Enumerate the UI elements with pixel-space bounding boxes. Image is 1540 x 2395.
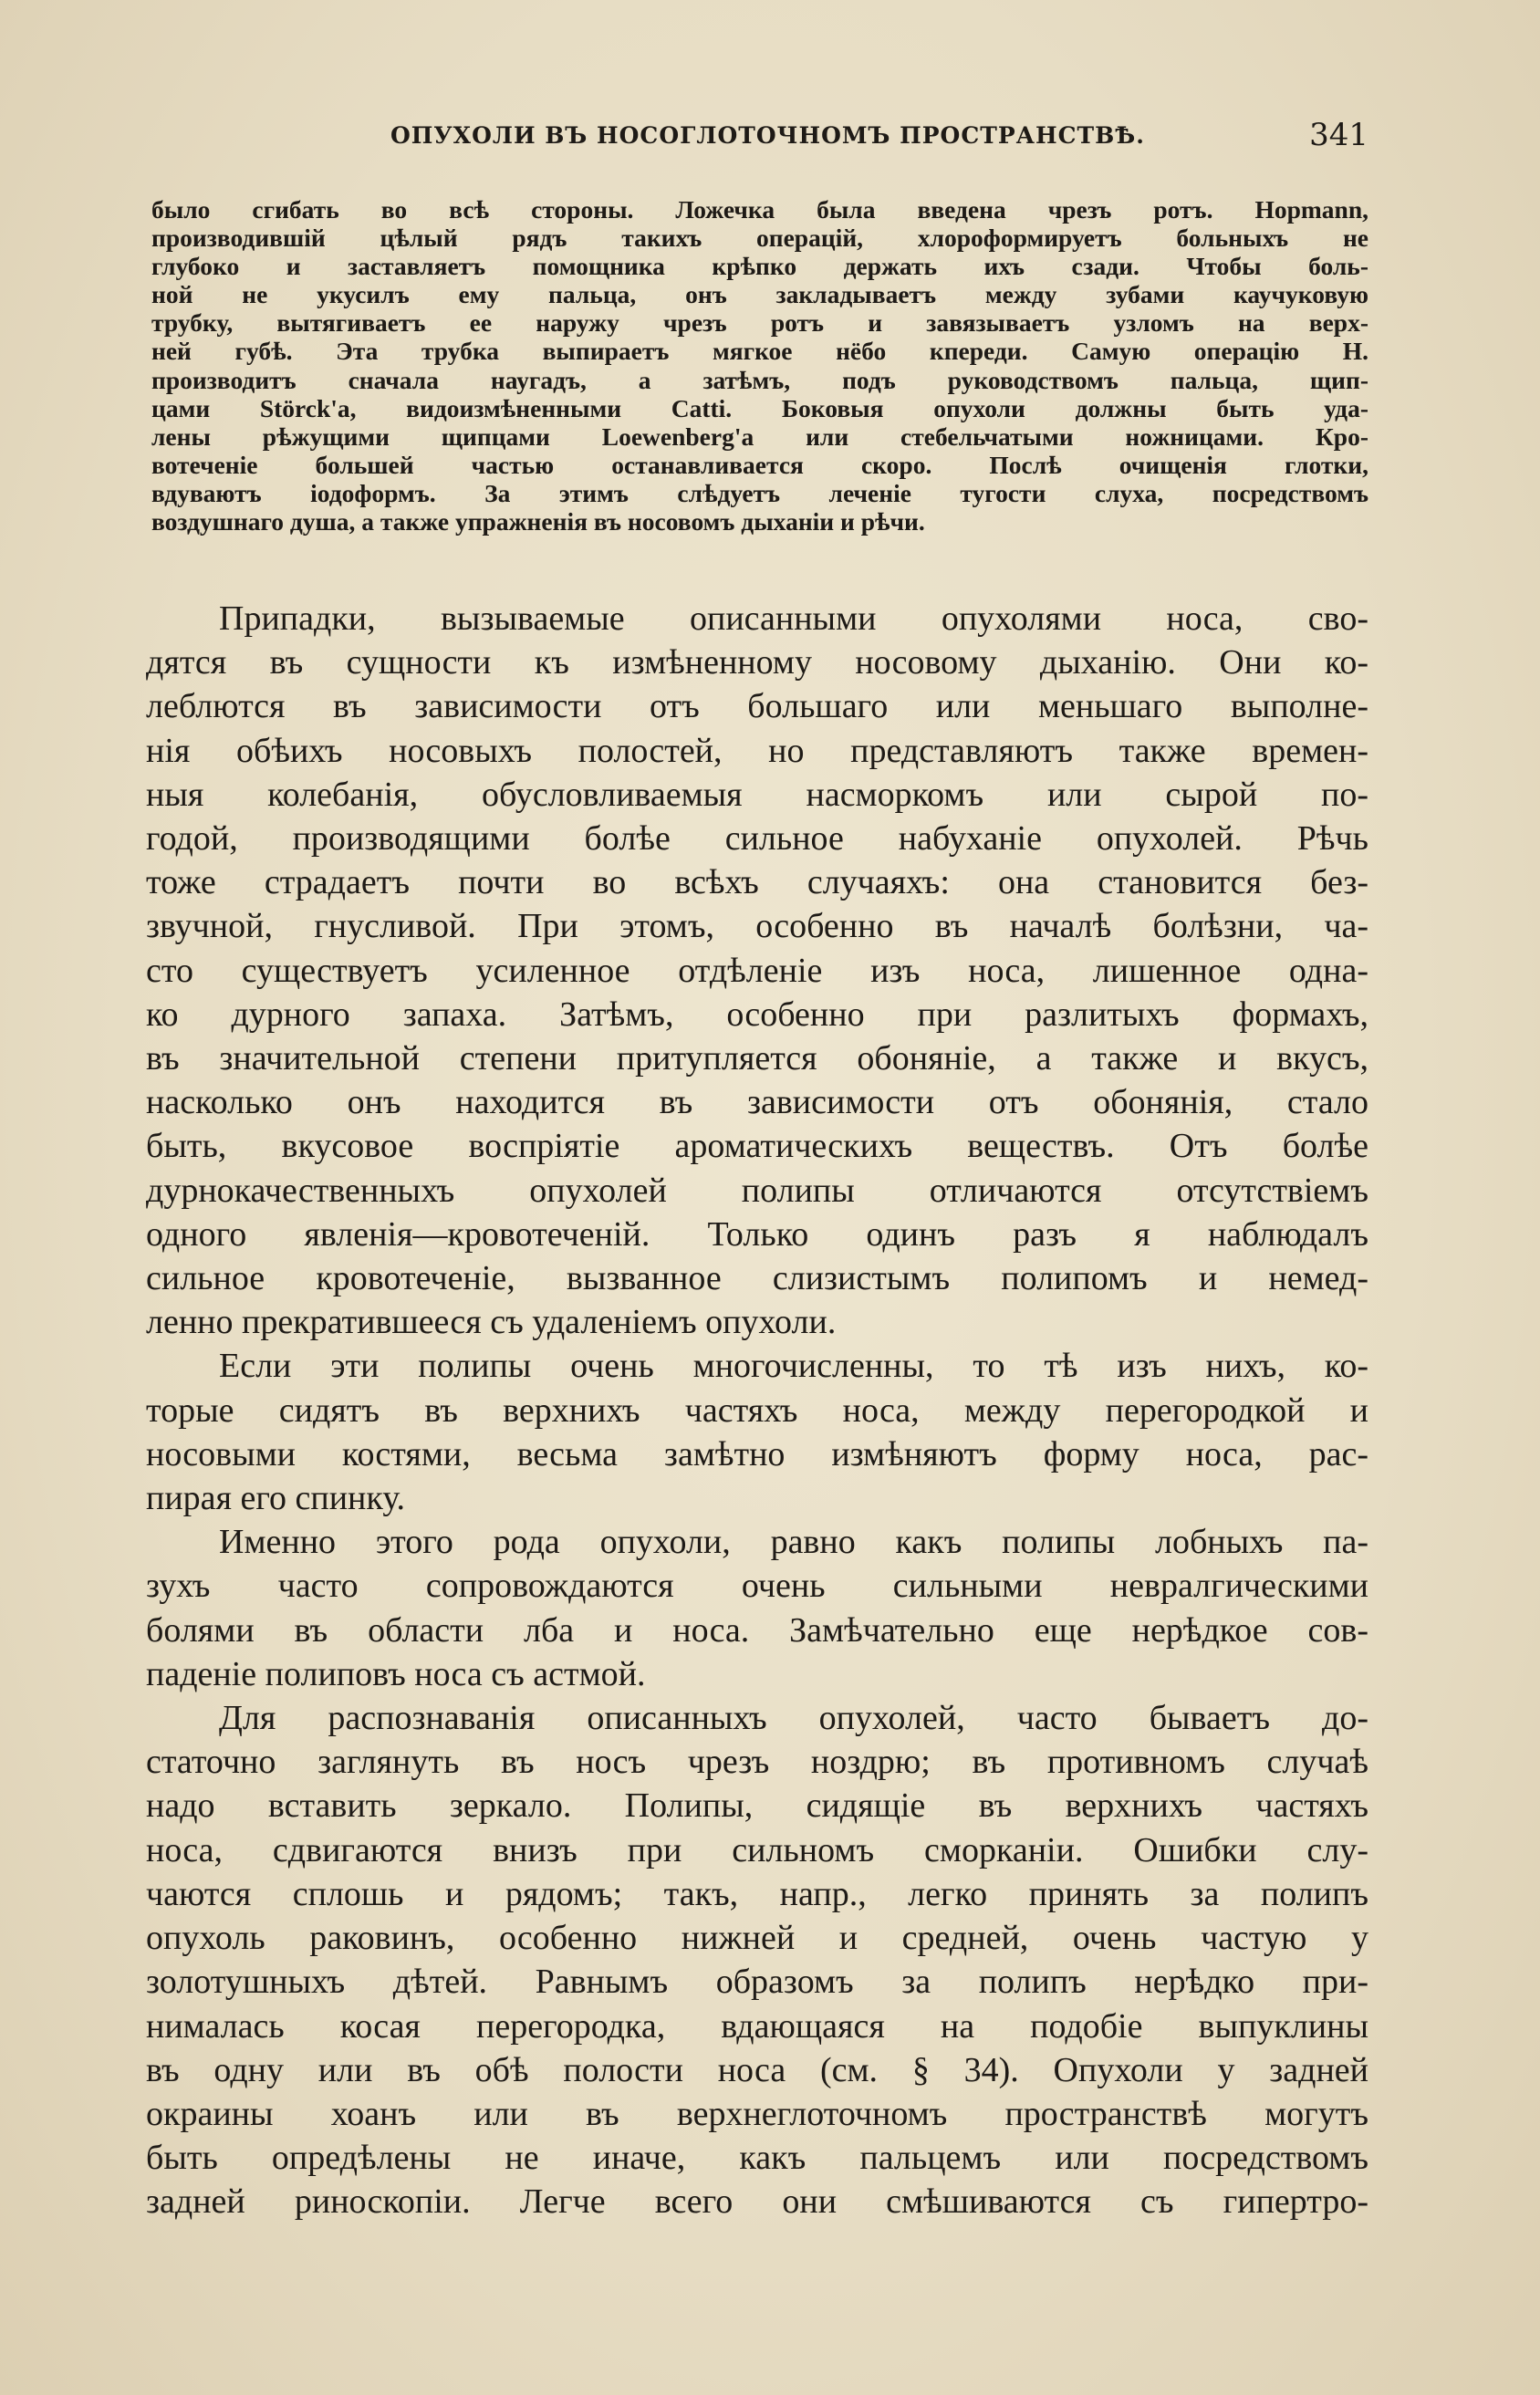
main-text-line: въ одну или въ обѣ полости носа (см. § 34). Опухоли у задней <box>146 2050 1368 2089</box>
main-text-line: зухъ часто сопровождаются очень сильными невралгическими <box>146 1567 1368 1606</box>
main-text-line: статочно заглянуть въ носъ чрезъ ноздрю; въ противномъ случаѣ <box>146 1743 1368 1782</box>
small-print-line: цами Störck'а, видоизмѣненными Catti. Боковыя опухоли должны быть уда- <box>151 393 1368 422</box>
main-text <box>146 597 1368 2224</box>
main-text-line: годой, производящими болѣе сильное набуханіе опухолей. Рѣчь <box>146 819 1368 859</box>
small-print-line: производитъ сначала наугадъ, а затѣмъ, подъ руководствомъ пальца, щип- <box>151 365 1368 394</box>
small-print-paragraph <box>151 195 1368 536</box>
main-text-line: чаются сплошь и рядомъ; такъ, напр., легко принять за полипъ <box>146 1874 1368 1913</box>
main-text-line: задней риноскопіи. Легче всего они смѣшиваются съ гипертро- <box>146 2182 1368 2222</box>
small-print-line: глубоко и заставляетъ помощника крѣпко держать ихъ сзади. Чтобы боль- <box>151 252 1368 281</box>
main-text-line: золотушныхъ дѣтей. Равнымъ образомъ за полипъ нерѣдко при- <box>146 1963 1368 2002</box>
main-text-line: нималась косая перегородка, вдающаяся на подобіе выпуклины <box>146 2006 1368 2046</box>
small-print-line: вотеченіе большей частью останавливается скоро. Послѣ очищенія глотки, <box>151 450 1368 479</box>
main-text-line: Если эти полипы очень многочисленны, то тѣ изъ нихъ, ко- <box>219 1347 1368 1386</box>
main-text-line: быть опредѣлены не иначе, какъ пальцемъ или посредствомъ <box>146 2139 1368 2178</box>
main-text-line: Для распознаванія описанныхъ опухолей, часто бываетъ до- <box>219 1699 1368 1738</box>
main-text-line: въ значительной степени притупляется обоняніе, а также и вкусъ, <box>146 1039 1368 1078</box>
main-text-line: ленно прекратившееся съ удаленіемъ опухоли. <box>146 1303 837 1342</box>
main-text-line: нія обѣихъ носовыхъ полостей, но представляютъ также времен- <box>146 731 1368 770</box>
main-text-line: носа, сдвигаются внизъ при сильномъ сморканіи. Ошибки слу- <box>146 1830 1368 1869</box>
main-text-line: Именно этого рода опухоли, равно какъ полипы лобныхъ па- <box>219 1523 1368 1562</box>
main-text-line: носовыми костями, весьма замѣтно измѣняютъ форму носа, рас- <box>146 1434 1368 1473</box>
main-text-line: дятся въ сущности къ измѣненному носовому дыханію. Они ко- <box>146 643 1368 682</box>
small-print-line: ней губѣ. Эта трубка выпираетъ мягкое нёбо кпереди. Самую операцію H. <box>151 337 1368 366</box>
page-number: 341 <box>1309 117 1368 153</box>
small-print-line: трубку, вытягиваетъ ее наружу чрезъ ротъ и завязываетъ узломъ на верх- <box>151 308 1368 338</box>
small-print-line: вдуваютъ іодоформъ. За этимъ слѣдуетъ леченіе тугости слуха, посредствомъ <box>151 478 1368 507</box>
main-text-line: пирая его спинку. <box>146 1479 406 1518</box>
main-text-line: надо вставить зеркало. Полипы, сидящіе въ верхнихъ частяхъ <box>146 1786 1368 1826</box>
main-text-line: болями въ области лба и носа. Замѣчательно еще нерѣдкое сов- <box>146 1610 1368 1650</box>
small-print-line: лены рѣжущими щипцами Loewenberg'а или стебельчатыми ножницами. Кро- <box>151 422 1368 451</box>
main-text-line: звучной, гнусливой. При этомъ, особенно въ началѣ болѣзни, ча- <box>146 907 1368 946</box>
main-text-line: дурнокачественныхъ опухолей полипы отличаются отсутствіемъ <box>146 1171 1368 1210</box>
main-text-line: ко дурного запаха. Затѣмъ, особенно при разлитыхъ формахъ, <box>146 994 1368 1034</box>
main-text-line: быть, вкусовое воспріятіе ароматическихъ веществъ. Отъ болѣе <box>146 1127 1368 1166</box>
main-text-line: ныя колебанія, обусловливаемыя насморкомъ или сырой по- <box>146 775 1368 814</box>
small-print-line: было сгибать во всѣ стороны. Ложечка была введена чрезъ ротъ. Hopmann, <box>151 195 1368 224</box>
main-text-line: опухоль раковинъ, особенно нижней и средней, очень частую у <box>146 1919 1368 1958</box>
main-text-line: паденіе полиповъ носа съ астмой. <box>146 1654 646 1693</box>
main-text-line: окраины хоанъ или въ верхнеглоточномъ пространствѣ могутъ <box>146 2094 1368 2133</box>
main-text-line: одного явленія—кровотеченій. Только одинъ разъ я наблюдалъ <box>146 1214 1368 1254</box>
page-header <box>146 117 1368 161</box>
main-text-line: насколько онъ находится въ зависимости отъ обонянія, стало <box>146 1083 1368 1122</box>
main-text-line: леблются въ зависимости отъ большаго или меньшаго выполне- <box>146 687 1368 726</box>
main-text-line: торые сидятъ въ верхнихъ частяхъ носа, между перегородкой и <box>146 1390 1368 1430</box>
main-text-line: сильное кровотеченіе, вызванное слизистымъ полипомъ и немед- <box>146 1259 1368 1298</box>
main-text-line: Припадки, вызываемые описанными опухолями носа, сво- <box>219 599 1368 638</box>
small-print-line: воздушнаго душа, а также упражненія въ носовомъ дыханіи и рѣчи. <box>151 507 925 536</box>
main-text-line: сто существуетъ усиленное отдѣленіе изъ носа, лишенное одна- <box>146 951 1368 990</box>
small-print-line: ной не укусилъ ему пальца, онъ закладываетъ между зубами каучуковую <box>151 280 1368 309</box>
small-print-line: производившій цѣлый рядъ такихъ операцій, хлороформируетъ больныхъ не <box>151 224 1368 253</box>
main-text-line: тоже страдаетъ почти во всѣхъ случаяхъ: она становится без- <box>146 863 1368 902</box>
running-title: ОПУХОЛИ ВЪ НОСОГЛОТОЧНОМЪ ПРОСТРАНСТВѢ. <box>390 122 1145 149</box>
